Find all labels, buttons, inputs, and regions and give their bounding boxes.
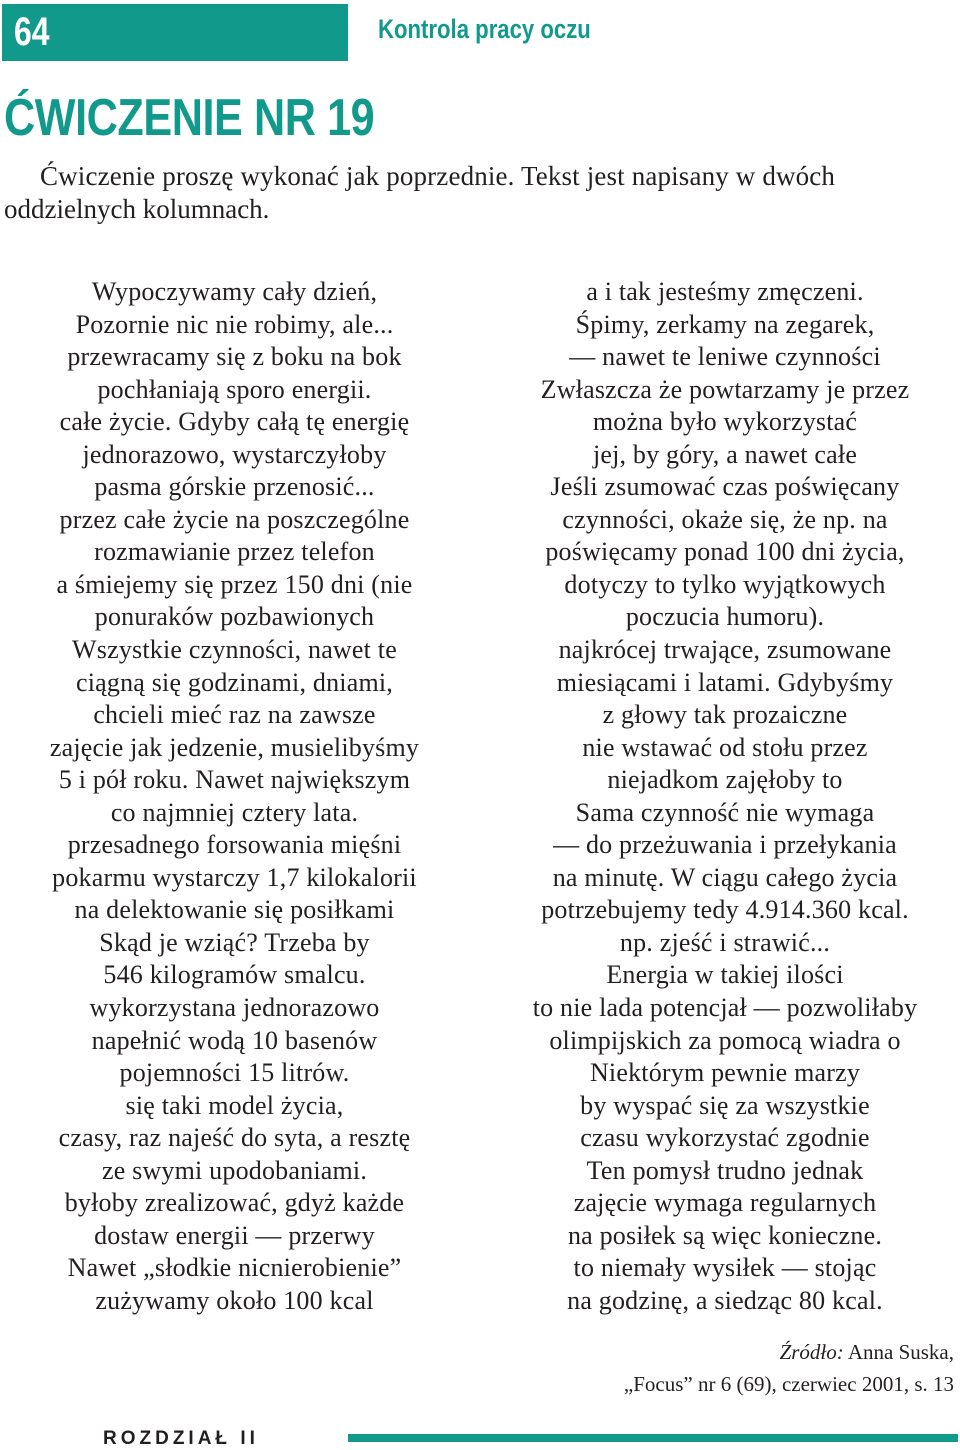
- source-line-1: [624, 1336, 954, 1368]
- text-line: napełnić wodą 10 basenów: [91, 1025, 378, 1055]
- text-line: przewracamy się z boku na bok: [67, 342, 402, 372]
- text-line: pochłaniają sporo energii.: [97, 374, 372, 404]
- text-line: jej, by góry, a nawet całe: [592, 439, 858, 469]
- intro-line-2: oddzielnych kolumnach.: [4, 194, 270, 224]
- text-line: można było wykorzystać: [592, 407, 858, 437]
- text-line: potrzebujemy tedy 4.914.360 kcal.: [541, 895, 909, 925]
- text-line: Śpimy, zerkamy na zegarek,: [575, 309, 875, 339]
- text-line: to nie lada potencjał — pozwoliłaby: [532, 993, 918, 1023]
- text-line: ciągną się godzinami, dniami,: [76, 667, 393, 697]
- text-line: całe życie. Gdyby całą tę energię: [59, 407, 410, 437]
- text-line: dotyczy to tylko wyjątkowych: [564, 569, 886, 599]
- footer-rule: [348, 1434, 958, 1442]
- text-line: miesiącami i latami. Gdybyśmy: [556, 667, 894, 697]
- text-line: 5 i pół roku. Nawet największym: [58, 765, 411, 795]
- text-line: ponuraków pozbawionych: [94, 602, 375, 632]
- text-line: poświęcamy ponad 100 dni życia,: [545, 537, 905, 567]
- text-line: nie wstawać od stołu przez: [582, 732, 868, 762]
- text-line: Sama czynność nie wymaga: [575, 797, 875, 827]
- source-label: Źródło:: [779, 1340, 844, 1364]
- text-line: by wyspać się za wszystkie: [580, 1090, 870, 1120]
- text-line: 546 kilogramów smalcu.: [103, 960, 366, 990]
- text-line: np. zjeść i strawić...: [619, 927, 831, 957]
- text-line: byłoby zrealizować, gdyż każde: [64, 1188, 405, 1218]
- intro-line-1: Ćwiczenie proszę wykonać jak poprzednie. Tekst jest napisany w dwóch: [40, 161, 836, 191]
- header-bar: [2, 4, 348, 61]
- text-line: — nawet te leniwe czynności: [569, 342, 881, 372]
- page-number: 64: [14, 10, 50, 54]
- text-line: co najmniej cztery lata.: [110, 797, 359, 827]
- text-line: na minutę. W ciągu całego życia: [552, 862, 898, 892]
- text-line: a i tak jesteśmy zmęczeni.: [586, 277, 864, 306]
- text-line: olimpijskich za pomocą wiadra o: [549, 1025, 901, 1055]
- text-line: na posiłek są więc konieczne.: [567, 1220, 883, 1250]
- source-citation: [624, 1336, 954, 1400]
- text-line: zajęcie wymaga regularnych: [573, 1188, 877, 1218]
- running-title: Kontrola pracy oczu: [378, 14, 591, 44]
- text-line: najkrócej trwające, zsumowane: [558, 635, 892, 665]
- text-line: Energia w takiej ilości: [606, 960, 844, 990]
- text-line: Skąd je wziąć? Trzeba by: [99, 927, 370, 957]
- footer-chapter-label: ROZDZIAŁ II: [103, 1428, 259, 1449]
- text-line: Nawet „słodkie nicnierobienie”: [67, 1253, 402, 1283]
- text-line: to niemały wysiłek — stojąc: [573, 1253, 877, 1283]
- text-line: pokarmu wystarczy 1,7 kilokalorii: [52, 862, 417, 892]
- text-line: ze swymi upodobaniami.: [101, 1155, 368, 1185]
- source-line-2: „Focus” nr 6 (69), czerwiec 2001, s. 13: [623, 1372, 954, 1396]
- text-line: zajęcie jak jedzenie, musielibyśmy: [49, 732, 420, 762]
- text-line: chcieli mieć raz na zawsze: [93, 700, 376, 730]
- text-line: się taki model życia,: [125, 1090, 344, 1120]
- text-line: Wszystkie czynności, nawet te: [72, 635, 397, 665]
- text-line: czasu wykorzystać zgodnie: [580, 1123, 870, 1153]
- text-line: Wypoczywamy cały dzień,: [91, 277, 378, 306]
- text-line: Ten pomysł trudno jednak: [586, 1155, 864, 1185]
- source-author: Anna Suska,: [843, 1340, 954, 1364]
- text-line: na godzinę, a siedząc 80 kcal.: [567, 1285, 883, 1315]
- text-line: niejadkom zajęłoby to: [607, 765, 843, 795]
- text-line: Zwłaszcza że powtarzamy je przez: [540, 374, 910, 404]
- exercise-intro: [4, 160, 959, 226]
- text-line: Pozornie nic nie robimy, ale...: [75, 309, 394, 339]
- text-line: zużywamy około 100 kcal: [95, 1285, 374, 1315]
- text-line: a śmiejemy się przez 150 dni (nie: [56, 569, 413, 599]
- right-column: [495, 276, 955, 1318]
- text-line: — do przeżuwania i przełykania: [553, 830, 897, 860]
- text-line: pojemności 15 litrów.: [119, 1058, 350, 1088]
- text-line: Jeśli zsumować czas poświęcany: [550, 472, 900, 502]
- left-column: [2, 276, 467, 1318]
- text-line: z głowy tak prozaiczne: [602, 700, 848, 730]
- text-line: rozmawianie przez telefon: [94, 537, 375, 567]
- text-line: dostaw energii — przerwy: [94, 1220, 375, 1250]
- text-line: przesadnego forsowania mięśni: [67, 830, 402, 860]
- text-line: wykorzystana jednorazowo: [89, 993, 380, 1023]
- text-line: pasma górskie przenosić...: [94, 472, 375, 502]
- exercise-title: ĆWICZENIE NR 19: [4, 89, 375, 147]
- text-line: poczucia humoru).: [625, 602, 825, 632]
- text-line: czynności, okaże się, że np. na: [562, 504, 888, 534]
- text-line: na delektowanie się posiłkami: [74, 895, 395, 925]
- text-line: przez całe życie na poszczególne: [59, 504, 410, 534]
- text-line: Niektórym pewnie marzy: [589, 1058, 861, 1088]
- text-line: jednorazowo, wystarczyłoby: [82, 439, 387, 469]
- text-line: czasy, raz najeść do syta, a resztę: [58, 1123, 411, 1153]
